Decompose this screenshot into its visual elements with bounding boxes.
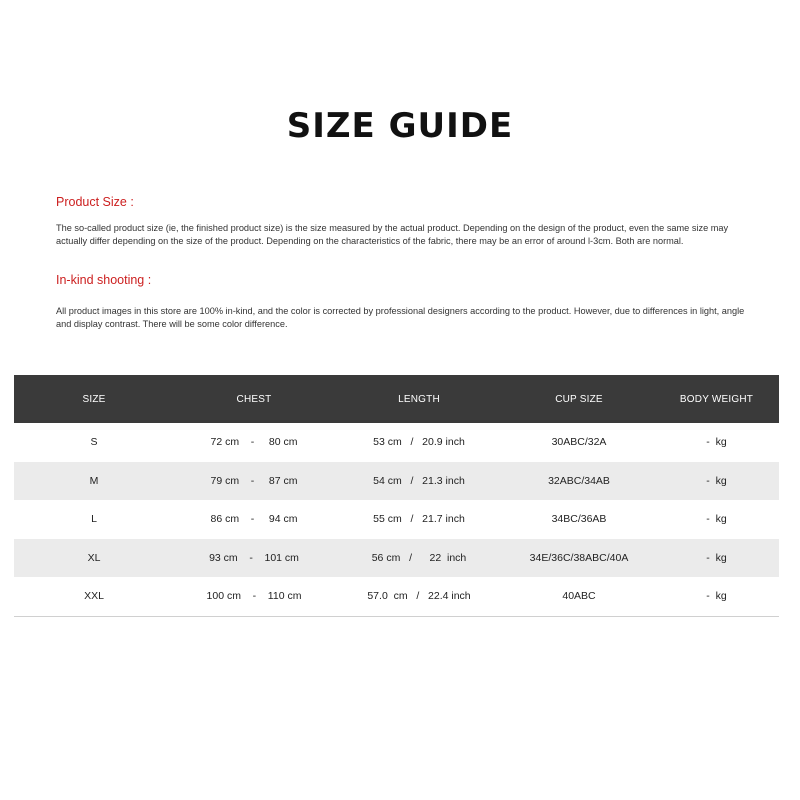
cell-size: M	[89, 474, 99, 487]
cell-chest: 72 cm - 80 cm	[210, 436, 298, 449]
cell-body-weight: - kg	[706, 590, 727, 603]
page-title: SIZE GUIDE	[286, 106, 514, 146]
table-row	[14, 423, 779, 462]
cell-chest: 93 cm - 101 cm	[209, 551, 299, 564]
cell-size: XL	[87, 551, 101, 564]
cell-chest: 100 cm - 110 cm	[206, 590, 302, 603]
header-body-weight: BODY WEIGHT	[679, 393, 754, 405]
in-kind-shooting-heading: In-kind shooting :	[56, 273, 152, 287]
cell-body-weight: - kg	[706, 474, 727, 487]
table-row	[14, 577, 779, 617]
cell-cup-size: 32ABC/34AB	[548, 474, 610, 487]
cell-length: 54 cm / 21.3 inch	[373, 474, 465, 487]
header-chest: CHEST	[236, 393, 272, 405]
cell-size: L	[91, 513, 97, 526]
cell-size: XXL	[84, 590, 104, 603]
cell-length: 53 cm / 20.9 inch	[373, 436, 465, 449]
header-length: LENGTH	[398, 393, 440, 405]
table-row	[14, 462, 779, 501]
cell-size: S	[90, 436, 98, 449]
cell-chest: 79 cm - 87 cm	[210, 474, 298, 487]
in-kind-shooting-text: All product images in this store are 100% in-kind, and the color is corrected by professional designers according to the product. However, due to differences in light, angle and display contrast. There will be some color difference.	[56, 306, 745, 329]
cell-cup-size: 34E/36C/38ABC/40A	[529, 551, 629, 564]
product-size-heading: Product Size :	[56, 195, 134, 209]
cell-body-weight: - kg	[706, 513, 727, 526]
cell-body-weight: - kg	[706, 551, 727, 564]
product-size-text: The so-called product size (ie, the finished product size) is the size measured by the actual product. Depending on the design of the product, even the same size may actually differ depending on the size of the product. Depending on the characteristics of the fabric, there may be an error of around l-3cm. Both are normal.	[56, 223, 729, 246]
header-size: SIZE	[82, 393, 106, 405]
cell-chest: 86 cm - 94 cm	[210, 513, 298, 526]
cell-cup-size: 34BC/36AB	[551, 513, 607, 526]
cell-cup-size: 40ABC	[562, 590, 596, 603]
cell-length: 55 cm / 21.7 inch	[373, 513, 465, 526]
cell-body-weight: - kg	[706, 436, 727, 449]
table-row	[14, 539, 779, 578]
size-table	[14, 375, 779, 617]
table-row	[14, 500, 779, 539]
cell-cup-size: 30ABC/32A	[551, 436, 607, 449]
header-cup-size: CUP SIZE	[555, 393, 603, 405]
cell-length: 56 cm / 22 inch	[371, 551, 467, 564]
cell-length: 57.0 cm / 22.4 inch	[367, 590, 471, 603]
table-header-row	[14, 375, 779, 423]
